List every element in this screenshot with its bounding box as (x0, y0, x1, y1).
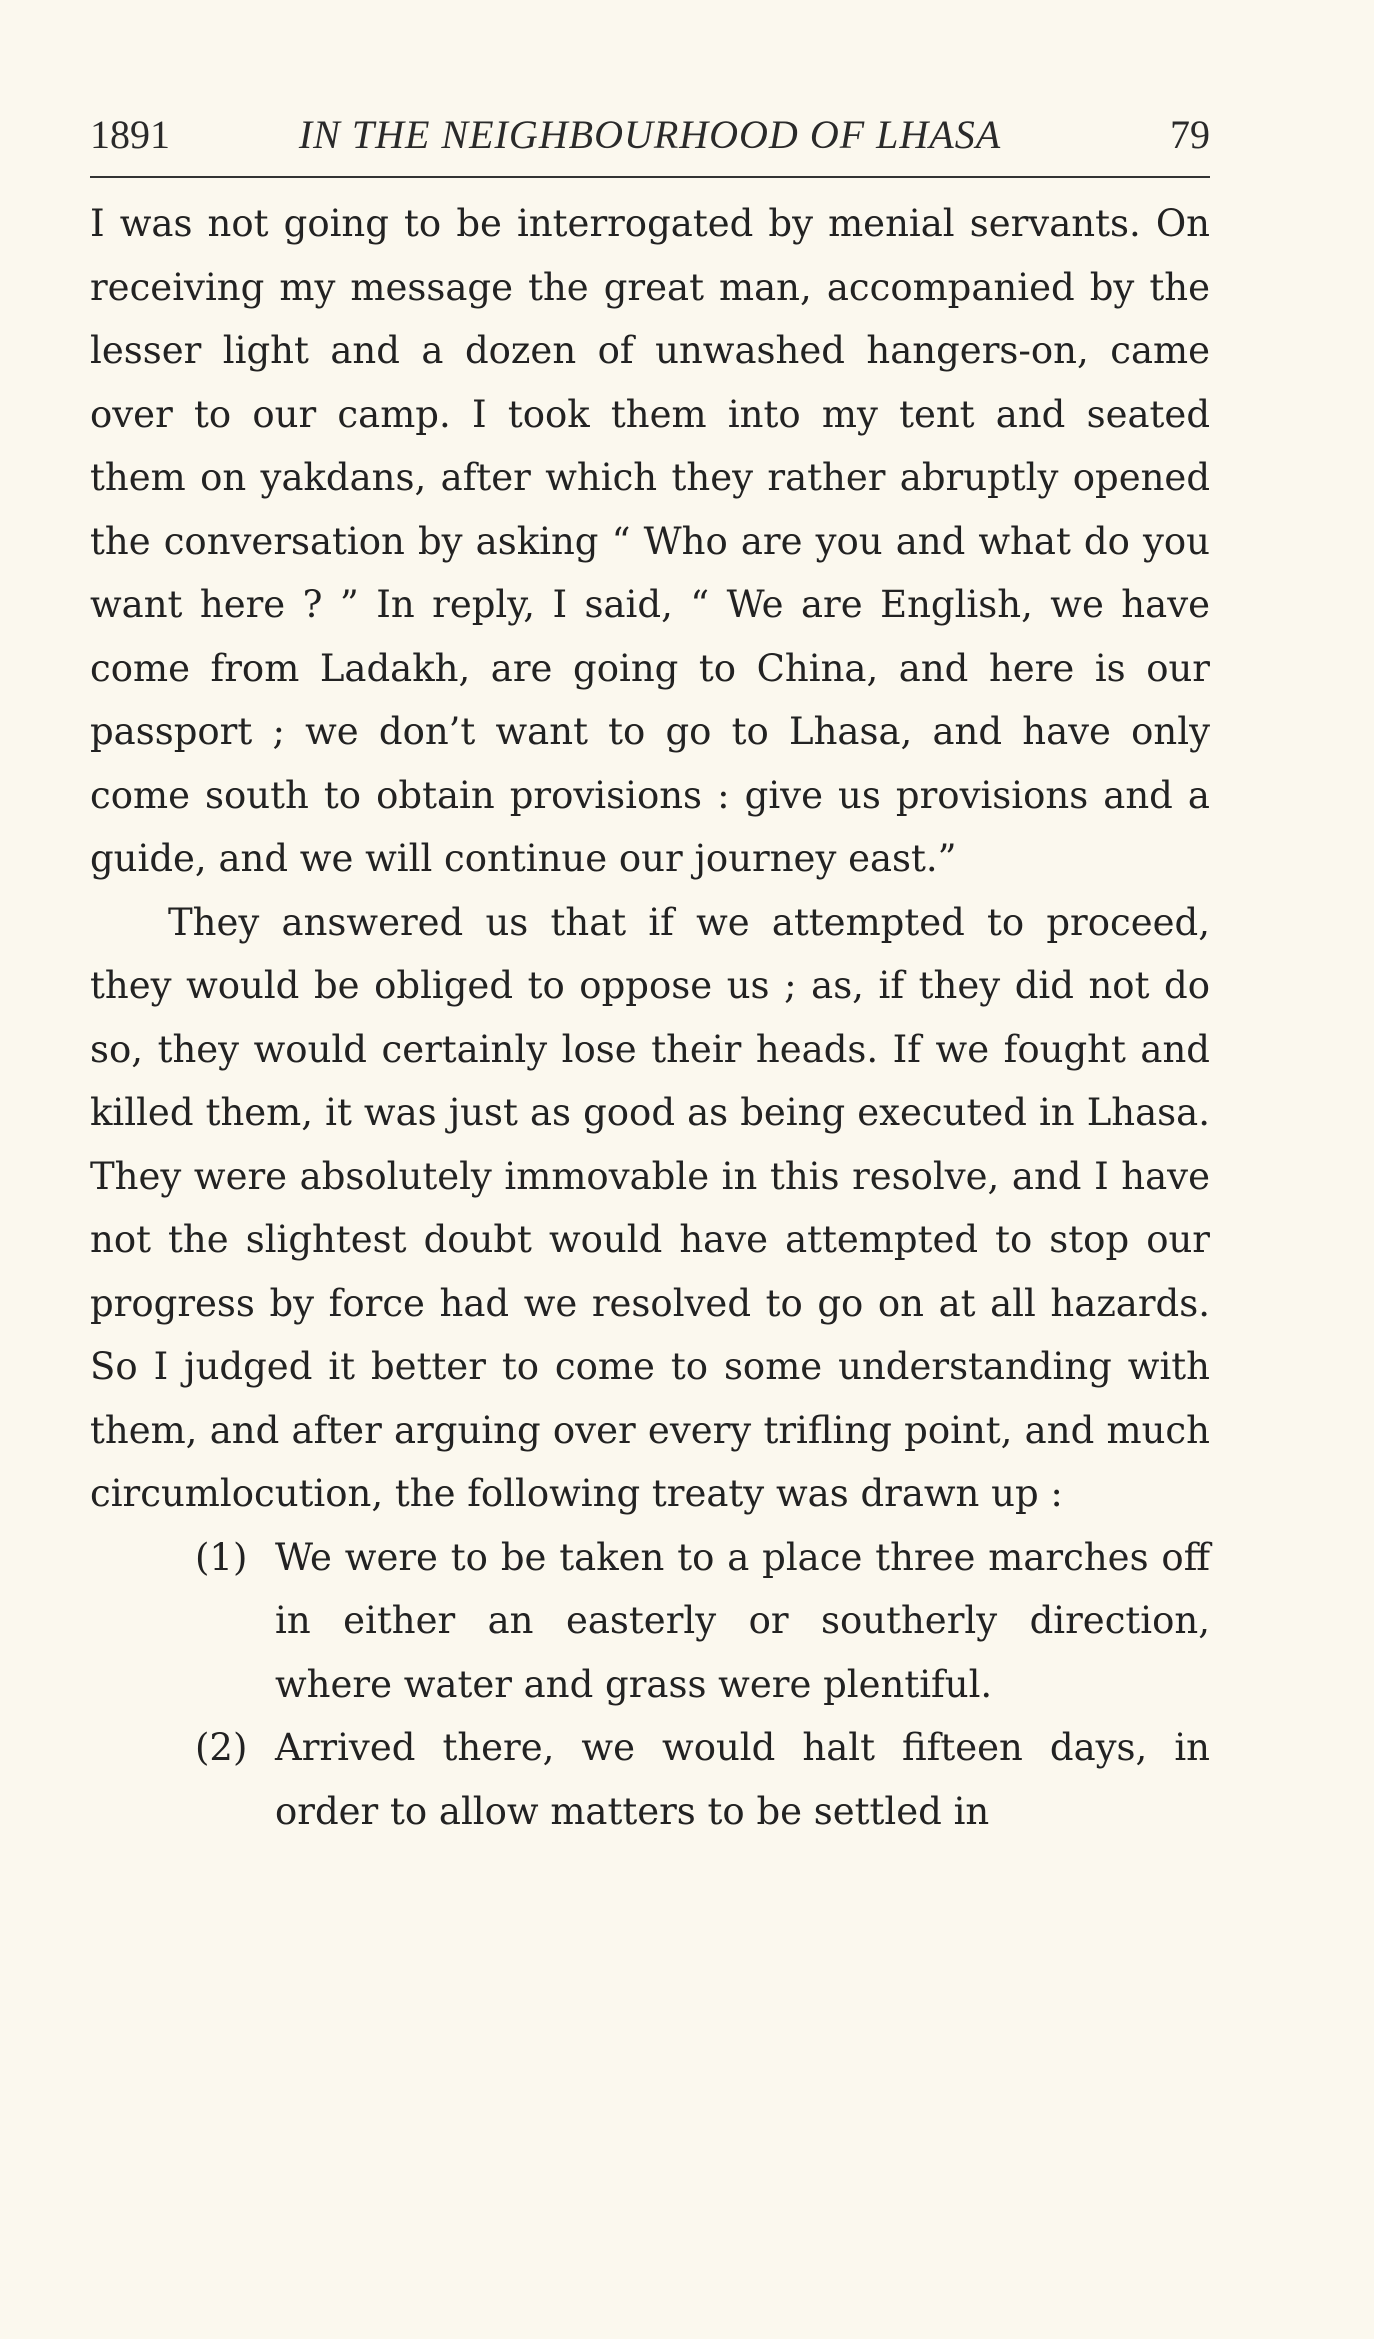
paragraph-1: I was not going to be interrogated by menial servants. On receiving my message the great man, accompanied by the lesser light and a dozen of unwashed hangers-on, came over to our camp. I took them into my tent and seated them on yakdans, after which they rather abruptly opened the conversation by asking “ Who are you and what do you want here ? ” In reply, I said, “ We are English, we have come from Ladakh, are going to China, and here is our passport ; we don’t want to go to Lhasa, and have only come south to obtain provisions : give us provisions and a guide, and we will continue our journey east.” (90, 202, 1210, 880)
treaty-item-2-number: (2) (195, 1726, 248, 1769)
running-head-title: IN THE NEIGHBOURHOOD OF LHASA (298, 112, 1002, 157)
running-head-year: 1891 (90, 112, 170, 157)
paragraph-2: They answered us that if we attempted to proceed, they would be obliged to oppose us ; as, if they did not do so, they would certainly lose their heads. If we fought and killed them, it was just as good as being executed in Lhasa. They were absolutely immovable in this resolve, and I have not the slightest doubt would have attempted to stop our progress by force had we resolved to go on at all hazards. So I judged it better to come to some understanding with them, and after arguing over every trifling point, and much circumlocution, the following treaty was drawn up : (90, 900, 1210, 1515)
body-text (90, 192, 1210, 1843)
running-head (90, 100, 1210, 170)
book-page (90, 100, 1210, 1843)
treaty-list (90, 1526, 1210, 1844)
treaty-item-1-text: We were to be taken to a place three marches off in either an easterly or southerly direction, where water and grass were plentiful. (275, 1535, 1210, 1706)
page-number: 79 (1170, 112, 1210, 157)
treaty-item-1 (90, 1526, 1210, 1717)
treaty-item-2 (90, 1716, 1210, 1843)
header-rule (90, 176, 1210, 178)
treaty-item-1-number: (1) (195, 1535, 248, 1579)
treaty-item-2-text: Arrived there, we would halt fifteen days, in order to allow matters to be settled in (275, 1726, 1210, 1833)
